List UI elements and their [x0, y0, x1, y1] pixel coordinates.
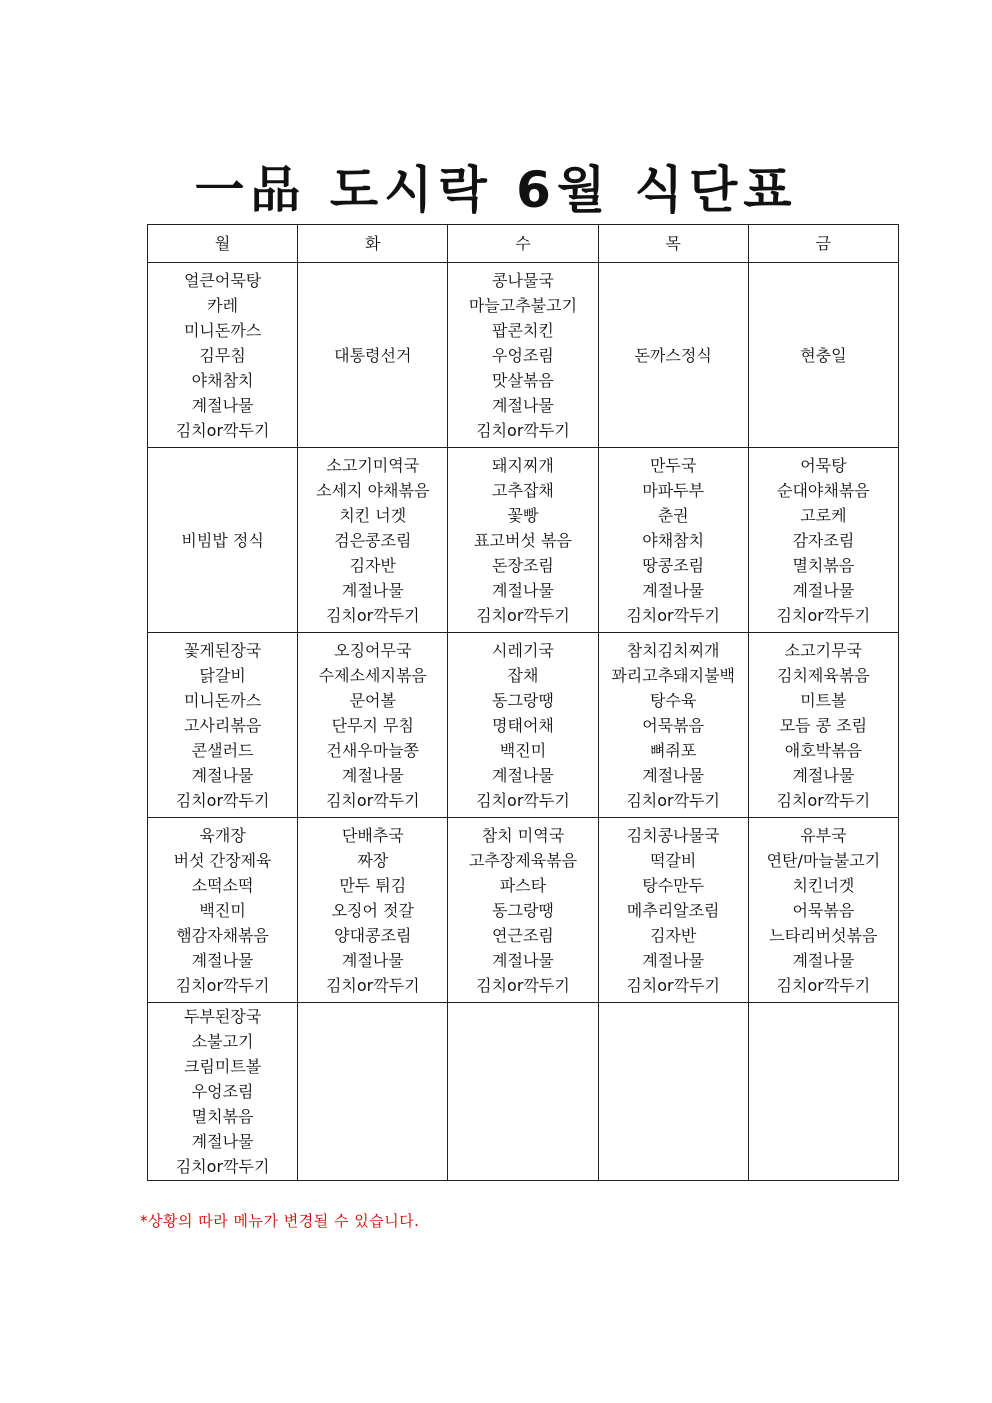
menu-cell-mon — [148, 633, 298, 818]
menu-item: 콩나물국 — [492, 270, 554, 290]
menu-item: 맛살볶음 — [492, 370, 554, 390]
menu-item: 모듬 콩 조림 — [779, 715, 868, 735]
menu-cell-thu — [598, 818, 748, 1003]
menu-item: 메추리알조림 — [626, 900, 720, 920]
menu-item: 소불고기 — [191, 1032, 254, 1051]
menu-item: 김자반 — [349, 555, 396, 575]
menu-item: 고사리볶음 — [183, 715, 262, 735]
menu-cell-fri — [748, 448, 898, 633]
menu-item: 계절나물 — [492, 395, 554, 415]
menu-cell-tue — [298, 633, 448, 818]
menu-item: 김치or깍두기 — [175, 420, 270, 440]
menu-item: 계절나물 — [642, 950, 705, 970]
menu-item: 뼈쥐포 — [649, 740, 697, 760]
menu-cell-fri — [748, 263, 898, 448]
menu-item: 계절나물 — [492, 950, 554, 970]
menu-item: 계절나물 — [191, 395, 254, 415]
menu-item: 팝콘치킨 — [492, 320, 554, 340]
menu-cell-wed — [448, 263, 598, 448]
menu-item: 마파두부 — [642, 480, 705, 500]
menu-item: 계절나물 — [642, 580, 705, 600]
menu-cell-fri — [748, 633, 898, 818]
menu-item: 야채참치 — [191, 370, 254, 390]
menu-cell-mon — [148, 448, 298, 633]
menu-item: 소고기미역국 — [326, 455, 420, 475]
menu-item: 계절나물 — [792, 950, 855, 970]
menu-item: 두부된장국 — [183, 1007, 262, 1026]
menu-cell-tue — [298, 1003, 448, 1181]
menu-item: 김치or깍두기 — [175, 790, 270, 810]
menu-item: 계절나물 — [341, 580, 404, 600]
menu-item: 떡갈비 — [649, 850, 697, 870]
menu-item: 김치or깍두기 — [325, 975, 420, 995]
menu-item: 계절나물 — [341, 950, 404, 970]
menu-item: 육개장 — [199, 825, 246, 845]
menu-item: 마늘고추불고기 — [468, 295, 578, 315]
menu-item: 시레기국 — [492, 640, 554, 660]
menu-item: 김치or깍두기 — [476, 790, 570, 810]
menu-item: 소떡소떡 — [191, 875, 254, 895]
menu-cell-mon — [148, 1003, 298, 1181]
menu-item: 순대야채볶음 — [777, 480, 870, 500]
menu-item: 닭갈비 — [199, 665, 246, 685]
menu-item: 비빔밥 정식 — [181, 530, 264, 550]
menu-item: 소세지 야채볶음 — [316, 480, 430, 500]
menu-item: 양대콩조림 — [334, 925, 412, 945]
menu-item: 어묵탕 — [800, 455, 847, 475]
menu-item: 카레 — [207, 295, 239, 315]
menu-item: 김치or깍두기 — [325, 605, 420, 625]
menu-item: 느타리버섯볶음 — [769, 925, 878, 945]
menu-item: 햄감자채볶음 — [176, 925, 269, 945]
menu-item: 어묵볶음 — [642, 715, 705, 735]
menu-item: 단배추국 — [341, 825, 404, 845]
menu-item: 땅콩조림 — [642, 555, 705, 575]
menu-table — [147, 224, 899, 1181]
week-row — [148, 818, 899, 1003]
menu-item: 돈까스정식 — [634, 345, 712, 365]
menu-item: 현충일 — [800, 345, 847, 365]
menu-item: 파스타 — [499, 875, 547, 895]
menu-cell-fri — [748, 818, 898, 1003]
menu-item: 탕수만두 — [642, 875, 705, 895]
menu-item: 버섯 간장제육 — [173, 850, 272, 870]
menu-item: 돼지찌개 — [492, 455, 554, 475]
menu-item: 오징어무국 — [334, 640, 412, 660]
week-row — [148, 633, 899, 818]
menu-item: 오징어 젓갈 — [331, 900, 414, 920]
menu-item: 고추장제육볶음 — [468, 850, 578, 870]
menu-item: 김치or깍두기 — [175, 1157, 270, 1176]
menu-item: 김치or깍두기 — [776, 790, 871, 810]
menu-item: 백진미 — [199, 900, 246, 920]
menu-item: 김치or깍두기 — [626, 790, 720, 810]
menu-item: 동그랑땡 — [492, 900, 554, 920]
menu-item: 김무침 — [199, 345, 246, 365]
menu-item: 수제소세지볶음 — [318, 665, 427, 685]
menu-item: 유부국 — [800, 825, 847, 845]
menu-item: 어묵볶음 — [792, 900, 855, 920]
menu-item: 명태어채 — [492, 715, 554, 735]
menu-item: 계절나물 — [341, 765, 404, 785]
menu-item: 김자반 — [649, 925, 697, 945]
menu-cell-mon — [148, 818, 298, 1003]
menu-item: 콘샐러드 — [191, 740, 254, 760]
menu-change-notice: *상황의 따라 메뉴가 변경될 수 있습니다. — [140, 1212, 420, 1230]
menu-item: 치킨너겟 — [792, 875, 855, 895]
day-header-thu: 목 — [598, 225, 748, 263]
menu-item: 참치김치찌개 — [626, 640, 720, 660]
menu-item: 계절나물 — [191, 1132, 254, 1151]
menu-item: 야채참치 — [642, 530, 705, 550]
menu-item: 돈장조림 — [492, 555, 554, 575]
menu-item: 계절나물 — [492, 765, 554, 785]
menu-cell-mon — [148, 263, 298, 448]
menu-item: 치킨 너겟 — [339, 505, 407, 525]
day-header-fri: 금 — [748, 225, 898, 263]
menu-cell-wed — [448, 448, 598, 633]
menu-item: 미니돈까스 — [183, 320, 262, 340]
menu-item: 춘권 — [657, 505, 689, 525]
menu-item: 표고버섯 볶음 — [474, 530, 572, 550]
menu-item: 검은콩조림 — [334, 530, 412, 550]
menu-item: 김치or깍두기 — [626, 975, 720, 995]
menu-item: 미트볼 — [800, 690, 847, 710]
menu-item: 김치or깍두기 — [476, 605, 570, 625]
menu-item: 잡채 — [507, 665, 539, 685]
menu-item: 얼큰어묵탕 — [183, 270, 262, 290]
menu-cell-tue — [298, 263, 448, 448]
menu-item: 계절나물 — [191, 765, 254, 785]
menu-item: 계절나물 — [792, 580, 855, 600]
menu-item: 김치or깍두기 — [325, 790, 420, 810]
menu-item: 꽃빵 — [507, 505, 539, 525]
menu-item: 고추잡채 — [492, 480, 554, 500]
menu-item: 김치제육볶음 — [777, 665, 870, 685]
menu-item: 꽃게된장국 — [183, 640, 262, 660]
menu-item: 크림미트볼 — [183, 1057, 262, 1076]
day-header-wed: 수 — [448, 225, 598, 263]
week-row — [148, 448, 899, 633]
menu-item: 김치콩나물국 — [626, 825, 720, 845]
menu-cell-wed — [448, 818, 598, 1003]
menu-item: 대통령선거 — [334, 345, 412, 365]
menu-cell-wed — [448, 633, 598, 818]
day-header-mon: 월 — [148, 225, 298, 263]
menu-item: 김치or깍두기 — [626, 605, 720, 625]
menu-cell-thu — [598, 448, 748, 633]
page-title: 一品 도시락 6월 식단표 — [194, 161, 798, 219]
menu-item: 탕수육 — [649, 690, 697, 710]
menu-item: 단무지 무침 — [331, 715, 414, 735]
menu-item: 우엉조림 — [492, 345, 554, 365]
menu-item: 연근조림 — [492, 925, 554, 945]
menu-item: 고로케 — [800, 505, 847, 525]
menu-item: 짜장 — [357, 850, 389, 870]
menu-item: 애호박볶음 — [784, 740, 863, 760]
menu-cell-thu — [598, 1003, 748, 1181]
header-row — [148, 225, 899, 263]
menu-item: 김치or깍두기 — [476, 975, 570, 995]
menu-item: 김치or깍두기 — [776, 975, 871, 995]
day-header-tue: 화 — [298, 225, 448, 263]
menu-item: 백진미 — [499, 740, 547, 760]
menu-item: 건새우마늘쫑 — [326, 740, 420, 760]
menu-item: 동그랑땡 — [492, 690, 554, 710]
menu-cell-fri — [748, 1003, 898, 1181]
menu-item: 멸치볶음 — [792, 555, 855, 575]
menu-item: 김치or깍두기 — [776, 605, 871, 625]
menu-item: 연탄/마늘불고기 — [766, 850, 881, 870]
week-row — [148, 1003, 899, 1181]
menu-item: 소고기무국 — [784, 640, 863, 660]
menu-item: 만두 튀김 — [339, 875, 407, 895]
menu-item: 만두국 — [649, 455, 697, 475]
menu-item: 김치or깍두기 — [175, 975, 270, 995]
menu-item: 우엉조림 — [191, 1082, 254, 1101]
menu-item: 계절나물 — [191, 950, 254, 970]
menu-item: 참치 미역국 — [481, 825, 565, 845]
menu-item: 계절나물 — [492, 580, 554, 600]
menu-item: 김치or깍두기 — [476, 420, 570, 440]
menu-item: 미니돈까스 — [183, 690, 262, 710]
menu-item: 꽈리고추돼지불백 — [611, 665, 735, 685]
menu-item: 감자조림 — [792, 530, 855, 550]
menu-item: 계절나물 — [642, 765, 705, 785]
menu-cell-thu — [598, 633, 748, 818]
menu-item: 문어볼 — [349, 690, 396, 710]
menu-item: 계절나물 — [792, 765, 855, 785]
menu-cell-thu — [598, 263, 748, 448]
menu-cell-wed — [448, 1003, 598, 1181]
menu-cell-tue — [298, 818, 448, 1003]
menu-cell-tue — [298, 448, 448, 633]
menu-item: 멸치볶음 — [191, 1107, 254, 1126]
week-row — [148, 263, 899, 448]
